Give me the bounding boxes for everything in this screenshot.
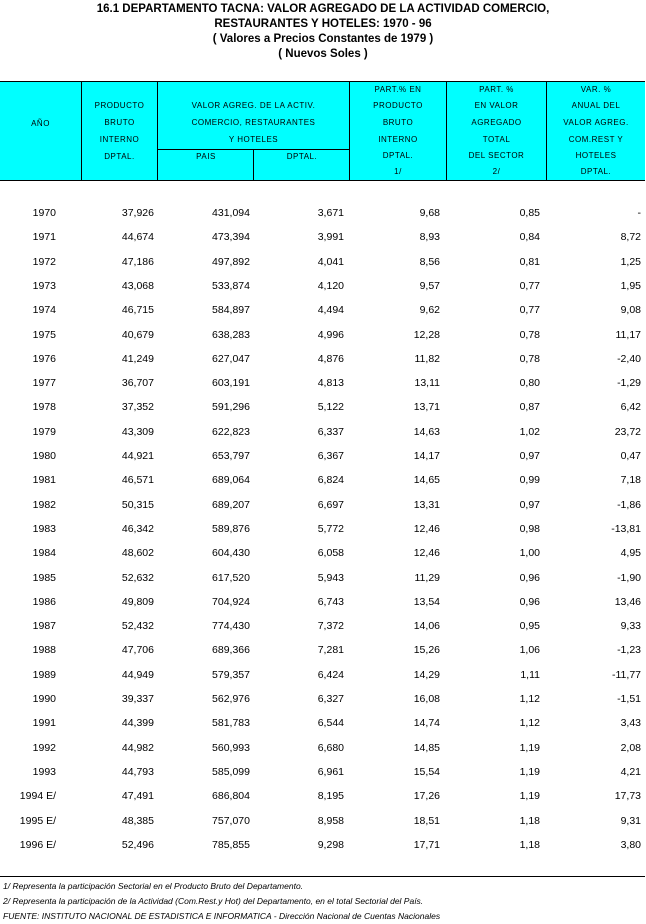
cell-dptal: 6,824 xyxy=(317,474,344,487)
cell-anio: 1995 E/ xyxy=(19,814,56,827)
cell-part-pbi: 13,54 xyxy=(413,595,440,608)
header-valor-line: COMERCIO, RESTAURANTES xyxy=(191,118,316,127)
header-valor-group xyxy=(157,82,349,180)
cell-dptal: 4,041 xyxy=(317,255,344,268)
table-row xyxy=(0,839,645,863)
table-row xyxy=(0,815,645,839)
header-part-valor-line: EN VALOR xyxy=(474,101,519,110)
cell-part-pbi: 14,29 xyxy=(413,668,440,681)
title-line-1: 16.1 DEPARTAMENTO TACNA: VALOR AGREGADO DE LA ACTIVIDAD COMERCIO, xyxy=(96,3,550,15)
cell-dptal: 5,122 xyxy=(317,401,344,414)
cell-dptal: 6,544 xyxy=(317,717,344,730)
cell-part-pbi: 17,71 xyxy=(413,838,440,851)
cell-anio: 1979 xyxy=(32,425,56,438)
cell-pbi: 48,385 xyxy=(121,814,154,827)
cell-part-pbi: 11,82 xyxy=(414,352,440,365)
cell-dptal: 6,680 xyxy=(317,741,344,754)
cell-pais: 653,797 xyxy=(212,450,250,462)
cell-anio: 1986 xyxy=(32,595,56,608)
cell-part-pbi: 8,56 xyxy=(419,255,440,268)
table-row xyxy=(0,353,645,377)
header-part-pbi-line: PRODUCTO xyxy=(373,101,423,110)
header-var-line: ANUAL DEL xyxy=(571,101,621,110)
cell-pais: 584,897 xyxy=(212,304,250,317)
cell-pbi: 47,186 xyxy=(121,255,154,268)
table-row xyxy=(0,207,645,231)
cell-dptal: 4,813 xyxy=(317,377,344,390)
cell-dptal: 3,671 xyxy=(317,207,344,219)
cell-anio: 1973 xyxy=(32,279,56,292)
table-title xyxy=(0,2,646,62)
cell-part-pbi: 8,93 xyxy=(419,231,440,244)
cell-anio: 1977 xyxy=(32,377,56,390)
cell-pais: 689,064 xyxy=(212,474,250,487)
cell-var: 9,31 xyxy=(620,814,641,827)
cell-part-valor: 1,19 xyxy=(519,741,540,754)
cell-part-valor: 1,19 xyxy=(519,765,540,778)
cell-dptal: 4,996 xyxy=(317,328,344,341)
cell-part-valor: 0,78 xyxy=(519,328,540,341)
header-pais: PAIS xyxy=(196,152,216,161)
cell-anio: 1974 xyxy=(32,304,56,317)
cell-pais: 785,855 xyxy=(212,838,250,851)
cell-part-valor: 1,19 xyxy=(519,790,540,803)
cell-var: -1,51 xyxy=(617,693,641,705)
cell-var: -1,29 xyxy=(617,377,641,390)
table-row xyxy=(0,572,645,596)
cell-pais: 604,430 xyxy=(212,547,250,560)
cell-anio: 1996 E/ xyxy=(19,838,56,851)
cell-var: 6,42 xyxy=(620,401,641,414)
header-part-valor xyxy=(446,82,546,180)
title-line-2: RESTAURANTES Y HOTELES: 1970 - 96 xyxy=(214,18,432,30)
cell-var: 1,95 xyxy=(620,279,641,292)
cell-pais: 581,783 xyxy=(212,717,250,730)
header-part-pbi-line: INTERNO xyxy=(378,135,418,144)
cell-pais: 689,366 xyxy=(212,644,250,657)
header-var-line: HOTELES xyxy=(575,151,617,160)
cell-pais: 774,430 xyxy=(212,620,250,633)
cell-pais: 562,976 xyxy=(212,693,250,705)
cell-part-valor: 0,77 xyxy=(519,279,540,292)
cell-pbi: 50,315 xyxy=(121,498,154,511)
table-row xyxy=(0,450,645,474)
cell-part-valor: 1,12 xyxy=(519,693,540,705)
cell-part-pbi: 14,74 xyxy=(413,717,440,730)
header-part-pbi-line: PART.% EN xyxy=(374,85,422,94)
cell-pbi: 37,926 xyxy=(121,207,154,219)
cell-part-pbi: 14,06 xyxy=(413,620,440,633)
cell-pbi: 37,352 xyxy=(121,401,154,414)
cell-anio: 1991 xyxy=(32,717,56,730)
table-row xyxy=(0,329,645,353)
table-row xyxy=(0,280,645,304)
cell-dptal: 6,058 xyxy=(317,547,344,560)
cell-pais: 431,094 xyxy=(212,207,250,219)
cell-pbi: 44,674 xyxy=(121,231,154,244)
cell-anio: 1988 xyxy=(32,644,56,657)
cell-part-pbi: 12,46 xyxy=(413,547,440,560)
cell-part-valor: 1,06 xyxy=(519,644,540,657)
cell-pais: 589,876 xyxy=(212,522,250,535)
cell-part-pbi: 18,51 xyxy=(413,814,440,827)
cell-dptal: 6,424 xyxy=(317,668,344,681)
cell-dptal: 8,958 xyxy=(317,814,344,827)
table-row xyxy=(0,523,645,547)
cell-pbi: 46,342 xyxy=(121,522,154,535)
cell-dptal: 6,327 xyxy=(317,693,344,705)
cell-pais: 622,823 xyxy=(212,425,250,438)
cell-pais: 560,993 xyxy=(212,741,250,754)
title-line-3: ( Valores a Precios Constantes de 1979 ) xyxy=(212,33,434,45)
header-anio-label: AÑO xyxy=(31,119,50,128)
cell-part-valor: 0,80 xyxy=(519,377,540,390)
cell-pais: 591,296 xyxy=(212,401,250,414)
cell-dptal: 5,772 xyxy=(317,522,344,535)
cell-pbi: 43,068 xyxy=(121,279,154,292)
cell-dptal: 4,120 xyxy=(317,279,344,292)
table-row xyxy=(0,499,645,523)
cell-anio: 1993 xyxy=(32,765,56,778)
title-line-4: ( Nuevos Soles ) xyxy=(278,48,368,60)
cell-anio: 1992 xyxy=(32,741,56,754)
cell-pais: 627,047 xyxy=(212,352,250,365)
cell-anio: 1990 xyxy=(32,693,56,705)
cell-var: 8,72 xyxy=(620,231,641,244)
table-row xyxy=(0,231,645,255)
cell-anio: 1987 xyxy=(32,620,56,633)
cell-pais: 638,283 xyxy=(212,328,250,341)
cell-part-valor: 0,99 xyxy=(519,474,540,487)
cell-anio: 1985 xyxy=(32,571,56,584)
cell-anio: 1983 xyxy=(32,522,56,535)
cell-part-valor: 0,97 xyxy=(519,498,540,511)
cell-pbi: 44,949 xyxy=(121,668,154,681)
cell-dptal: 5,943 xyxy=(317,571,344,584)
cell-anio: 1984 xyxy=(32,547,56,560)
cell-pbi: 47,491 xyxy=(121,790,154,803)
table-row xyxy=(0,304,645,328)
table-header xyxy=(0,81,645,181)
header-part-valor-line: TOTAL xyxy=(482,135,511,144)
cell-part-pbi: 12,46 xyxy=(413,522,440,535)
header-part-valor-line: 2/ xyxy=(492,167,501,176)
cell-part-valor: 1,18 xyxy=(519,838,540,851)
cell-part-valor: 0,81 xyxy=(519,255,540,268)
cell-part-valor: 0,96 xyxy=(519,595,540,608)
source-note: FUENTE: INSTITUTO NACIONAL DE ESTADISTICA E INFORMATICA - Dirección Nacional de Cuentas Nacionales xyxy=(3,911,441,921)
cell-part-pbi: 15,54 xyxy=(413,765,440,778)
cell-part-pbi: 13,31 xyxy=(413,498,440,511)
cell-anio: 1970 xyxy=(32,207,56,219)
table-row xyxy=(0,620,645,644)
cell-part-valor: 0,85 xyxy=(519,207,540,219)
cell-part-pbi: 9,68 xyxy=(419,207,440,219)
cell-dptal: 8,195 xyxy=(317,790,344,803)
table-row xyxy=(0,717,645,741)
cell-pais: 473,394 xyxy=(212,231,250,244)
cell-var: 2,08 xyxy=(620,741,641,754)
cell-anio: 1972 xyxy=(32,255,56,268)
cell-dptal: 6,961 xyxy=(317,765,344,778)
table-row xyxy=(0,377,645,401)
footnote-1: 1/ Representa la participación Sectorial en el Producto Bruto del Departamento. xyxy=(3,881,304,891)
cell-pbi: 44,399 xyxy=(121,717,154,730)
cell-pbi: 46,571 xyxy=(121,474,154,487)
cell-var: 4,21 xyxy=(620,765,641,778)
cell-var: -1,86 xyxy=(617,498,641,511)
cell-var: -1,23 xyxy=(617,644,641,657)
table-row xyxy=(0,644,645,668)
cell-dptal: 3,991 xyxy=(317,231,344,244)
table-row xyxy=(0,790,645,814)
cell-anio: 1975 xyxy=(32,328,56,341)
header-part-pbi-line: DPTAL. xyxy=(382,151,414,160)
cell-pbi: 39,337 xyxy=(121,693,154,705)
header-valor-line: VALOR AGREG. DE LA ACTIV. xyxy=(191,101,316,110)
table-row xyxy=(0,669,645,693)
cell-pais: 533,874 xyxy=(212,279,250,292)
header-part-valor-line: PART. % xyxy=(479,85,514,94)
table-row xyxy=(0,766,645,790)
cell-pais: 579,357 xyxy=(212,668,250,681)
table-row xyxy=(0,426,645,450)
cell-pbi: 49,809 xyxy=(121,595,154,608)
cell-pais: 497,892 xyxy=(212,255,250,268)
cell-pais: 704,924 xyxy=(212,595,250,608)
cell-pbi: 43,309 xyxy=(121,425,154,438)
cell-var: 7,18 xyxy=(620,474,641,487)
cell-anio: 1971 xyxy=(32,231,56,244)
cell-pbi: 46,715 xyxy=(121,304,154,317)
cell-pbi: 44,793 xyxy=(121,765,154,778)
header-pbi-line: PRODUCTO xyxy=(94,101,145,110)
table-row xyxy=(0,547,645,571)
cell-dptal: 7,372 xyxy=(317,620,344,633)
cell-pbi: 48,602 xyxy=(121,547,154,560)
cell-dptal: 4,876 xyxy=(317,352,344,365)
cell-part-pbi: 14,63 xyxy=(413,425,440,438)
cell-var: 0,47 xyxy=(620,450,641,462)
cell-pbi: 44,921 xyxy=(121,450,154,462)
cell-var: -11,77 xyxy=(612,668,641,681)
cell-dptal: 9,298 xyxy=(317,838,344,851)
cell-var: 13,46 xyxy=(614,595,641,608)
cell-var: 4,95 xyxy=(620,547,641,560)
cell-dptal: 6,743 xyxy=(317,595,344,608)
cell-part-pbi: 17,26 xyxy=(413,790,440,803)
cell-var: 9,33 xyxy=(620,620,641,633)
cell-part-pbi: 14,17 xyxy=(413,450,440,462)
cell-part-valor: 1,11 xyxy=(520,668,540,681)
cell-pais: 617,520 xyxy=(212,571,250,584)
cell-pais: 603,191 xyxy=(212,377,250,390)
cell-pais: 686,804 xyxy=(212,790,250,803)
header-pbi-line: INTERNO xyxy=(99,135,140,144)
table-row xyxy=(0,256,645,280)
cell-anio: 1976 xyxy=(32,352,56,365)
footnote-2: 2/ Representa la participación de la Actividad (Com.Rest.y Hot) del Departamento, en el total Sectorial del País. xyxy=(3,896,424,906)
cell-pais: 689,207 xyxy=(212,498,250,511)
cell-var: 3,80 xyxy=(620,838,641,851)
header-var-line: COM.REST Y xyxy=(568,135,624,144)
header-anio xyxy=(0,82,81,180)
header-var-line: DPTAL. xyxy=(580,167,612,176)
table-row xyxy=(0,401,645,425)
header-valor-line: Y HOTELES xyxy=(228,135,279,144)
header-pbi-line: DPTAL. xyxy=(104,152,135,161)
header-part-valor-line: DEL SECTOR xyxy=(468,151,525,160)
cell-pbi: 52,632 xyxy=(121,571,154,584)
header-dptal: DPTAL. xyxy=(286,152,318,161)
cell-var: -2,40 xyxy=(617,352,641,365)
header-part-valor-line: AGREGADO xyxy=(471,118,522,127)
cell-part-pbi: 14,85 xyxy=(413,741,440,754)
cell-dptal: 4,494 xyxy=(317,304,344,317)
header-part-pbi xyxy=(349,82,446,180)
cell-var: -13,81 xyxy=(611,522,641,535)
table-row xyxy=(0,693,645,717)
cell-part-valor: 1,12 xyxy=(519,717,540,730)
cell-part-pbi: 9,57 xyxy=(419,279,440,292)
cell-pais: 757,070 xyxy=(212,814,250,827)
cell-part-valor: 0,96 xyxy=(519,571,540,584)
cell-anio: 1994 E/ xyxy=(19,790,56,803)
cell-pais: 585,099 xyxy=(212,765,250,778)
cell-var: 9,08 xyxy=(620,304,641,317)
cell-var: 1,25 xyxy=(620,255,641,268)
table-row xyxy=(0,596,645,620)
cell-anio: 1989 xyxy=(32,668,56,681)
cell-part-valor: 0,95 xyxy=(519,620,540,633)
cell-part-pbi: 15,26 xyxy=(413,644,440,657)
footer-divider xyxy=(0,876,645,877)
cell-pbi: 36,707 xyxy=(121,377,154,390)
table-row xyxy=(0,742,645,766)
cell-pbi: 52,496 xyxy=(121,838,154,851)
cell-part-pbi: 16,08 xyxy=(413,693,440,705)
header-part-pbi-line: 1/ xyxy=(394,167,402,176)
cell-dptal: 6,367 xyxy=(317,450,344,462)
cell-part-valor: 1,02 xyxy=(519,425,540,438)
cell-anio: 1982 xyxy=(32,498,56,511)
cell-pbi: 52,432 xyxy=(121,620,154,633)
table-row xyxy=(0,474,645,498)
cell-var: 3,43 xyxy=(620,717,641,730)
cell-part-valor: 1,18 xyxy=(519,814,540,827)
cell-pbi: 47,706 xyxy=(121,644,154,657)
cell-part-valor: 0,87 xyxy=(519,401,540,414)
header-part-pbi-line: BRUTO xyxy=(382,118,414,127)
cell-pbi: 41,249 xyxy=(121,352,154,365)
cell-dptal: 6,337 xyxy=(317,425,344,438)
header-var xyxy=(546,82,645,180)
header-pbi xyxy=(81,82,157,180)
cell-dptal: 6,697 xyxy=(317,498,344,511)
header-pbi-line: BRUTO xyxy=(104,118,135,127)
cell-part-pbi: 12,28 xyxy=(413,328,440,341)
cell-pbi: 44,982 xyxy=(121,741,154,754)
cell-var: 11,17 xyxy=(615,328,641,341)
cell-part-valor: 0,84 xyxy=(519,231,540,244)
cell-part-valor: 0,78 xyxy=(519,352,540,365)
cell-part-valor: 1,00 xyxy=(519,547,540,560)
cell-pbi: 40,679 xyxy=(121,328,154,341)
cell-part-pbi: 9,62 xyxy=(419,304,440,317)
cell-anio: 1981 xyxy=(32,474,56,487)
cell-part-valor: 0,97 xyxy=(519,450,540,462)
cell-part-pbi: 11,29 xyxy=(414,571,440,584)
cell-var: 17,73 xyxy=(614,790,641,803)
cell-part-valor: 0,77 xyxy=(519,304,540,317)
cell-part-pbi: 14,65 xyxy=(413,474,440,487)
cell-anio: 1980 xyxy=(32,450,56,462)
header-var-line: VAR. % xyxy=(580,85,612,94)
cell-var: - xyxy=(637,207,641,219)
cell-part-pbi: 13,71 xyxy=(413,401,440,414)
cell-var: 23,72 xyxy=(614,425,641,438)
cell-var: -1,90 xyxy=(617,571,641,584)
cell-anio: 1978 xyxy=(32,401,56,414)
cell-part-pbi: 13,11 xyxy=(414,377,440,390)
cell-dptal: 7,281 xyxy=(317,644,344,657)
header-var-line: VALOR AGREG. xyxy=(563,118,629,127)
cell-part-valor: 0,98 xyxy=(519,522,540,535)
